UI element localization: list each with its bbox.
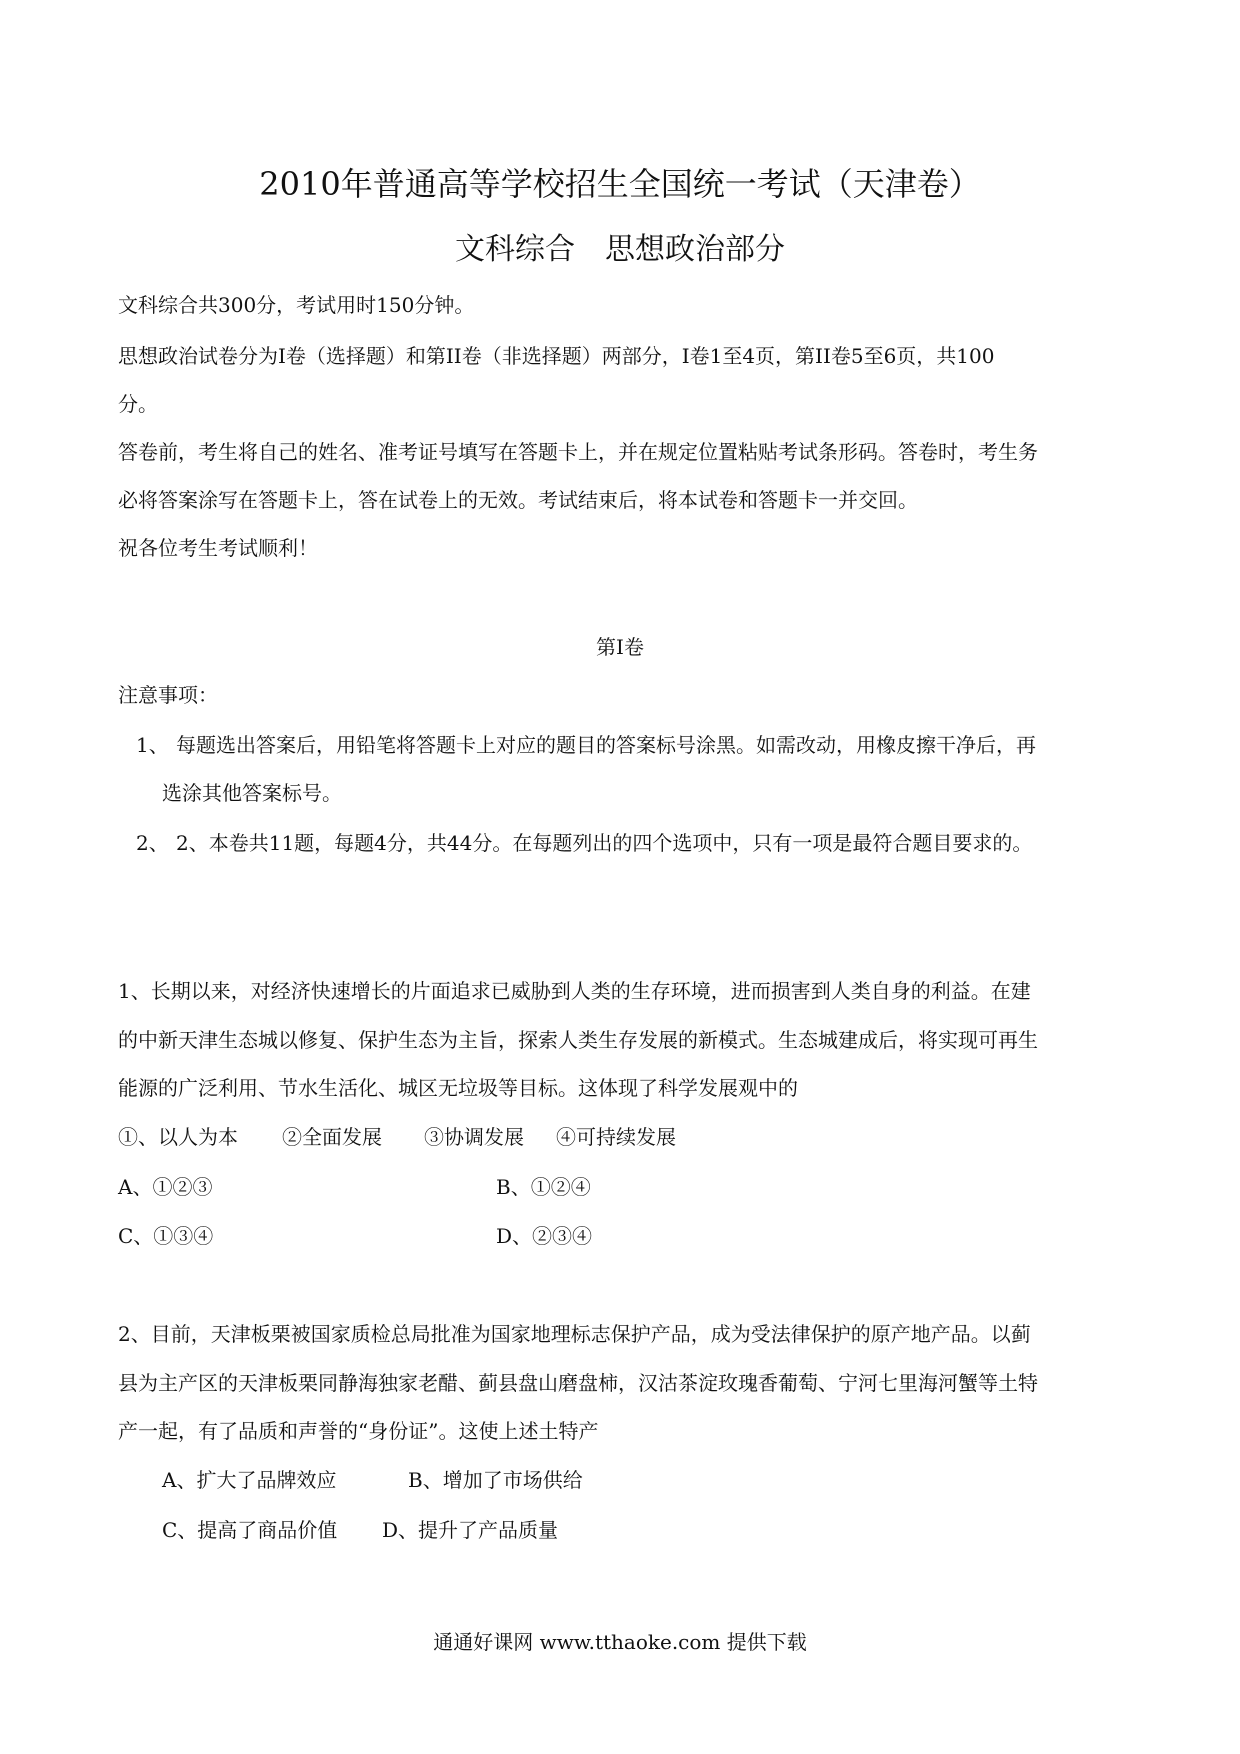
- note-1-line-1: 每题选出答案后，用铅笔将答题卡上对应的题目的答案标号涂黑。如需改动，用橡皮擦干净后，再: [176, 733, 1036, 757]
- q2-stem-line-1: 2、目前，天津板栗被国家质检总局批准为国家地理标志保护产品，成为受法律保护的原产地产品。以蓟: [118, 1322, 1031, 1346]
- intro-line-6: 祝各位考生考试顺利！: [118, 536, 318, 560]
- q1-stem-line-1: 1、长期以来，对经济快速增长的片面追求已威胁到人类的生存环境，进而损害到人类自身的利益。在建: [118, 979, 1031, 1003]
- q1-option-d: D、②③④: [496, 1224, 593, 1248]
- q1-stem-line-3: 能源的广泛利用、节水生活化、城区无垃圾等目标。这体现了科学发展观中的: [118, 1076, 798, 1100]
- q2-option-c: C、提高了商品价值: [162, 1518, 338, 1542]
- q2-option-d: D、提升了产品质量: [382, 1518, 559, 1542]
- q2-stem-line-3: 产一起，有了品质和声誉的“身份证”。这使上述土特产: [118, 1419, 599, 1443]
- note-number-2: 2、: [136, 831, 169, 855]
- intro-line-1: 文科综合共300分，考试用时150分钟。: [118, 293, 475, 317]
- q2-stem-line-2: 县为主产区的天津板栗同静海独家老醋、蓟县盘山磨盘柿，汉沽茶淀玫瑰香葡萄、宁河七里海河蟹等土特: [118, 1371, 1038, 1395]
- note-number-1: 1、: [136, 733, 169, 757]
- intro-line-3: 分。: [118, 392, 158, 416]
- intro-line-2: 思想政治试卷分为I卷（选择题）和第II卷（非选择题）两部分，I卷1至4页，第II卷5至6页，共100: [118, 344, 995, 368]
- intro-line-5: 必将答案涂写在答题卡上，答在试卷上的无效。考试结束后，将本试卷和答题卡一并交回。: [118, 488, 918, 512]
- q1-stem-line-2: 的中新天津生态城以修复、保护生态为主旨，探索人类生存发展的新模式。生态城建成后，将实现可再生: [118, 1028, 1038, 1052]
- q1-item-4: ④可持续发展: [556, 1125, 676, 1149]
- q1-option-a: A、①②③: [118, 1175, 213, 1199]
- q1-item-1: ①、以人为本: [118, 1125, 238, 1149]
- page-title: 2010年普通高等学校招生全国统一考试（天津卷）: [259, 165, 981, 203]
- page-footer: 通通好课网 www.tthaoke.com 提供下载: [433, 1630, 807, 1654]
- q1-item-3: ③协调发展: [424, 1125, 524, 1149]
- q1-option-b: B、①②④: [496, 1175, 591, 1199]
- q1-option-c: C、①③④: [118, 1224, 214, 1248]
- q2-option-b: B、增加了市场供给: [408, 1468, 583, 1492]
- section-heading: 第I卷: [596, 635, 644, 659]
- page-subtitle: 文科综合 思想政治部分: [455, 232, 785, 267]
- intro-line-4: 答卷前，考生将自己的姓名、准考证号填写在答题卡上，并在规定位置粘贴考试条形码。答卷时，考生务: [118, 440, 1038, 464]
- notice-label: 注意事项：: [118, 683, 218, 707]
- note-2-line-1: 2、本卷共11题，每题4分，共44分。在每题列出的四个选项中，只有一项是最符合题目要求的。: [176, 831, 1033, 855]
- q2-option-a: A、扩大了品牌效应: [162, 1468, 337, 1492]
- note-1-line-2: 选涂其他答案标号。: [162, 781, 342, 805]
- q1-item-2: ②全面发展: [282, 1125, 382, 1149]
